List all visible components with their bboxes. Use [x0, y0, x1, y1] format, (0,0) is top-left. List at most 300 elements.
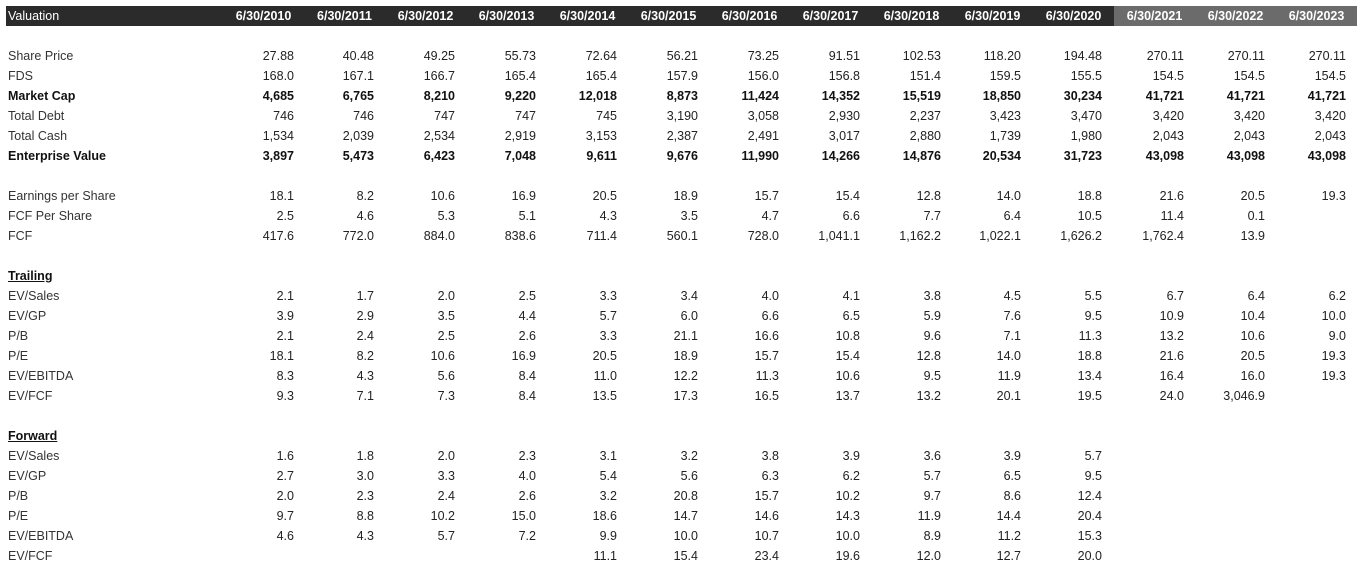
value-cell[interactable]: 15.0 — [511, 509, 536, 523]
value-cell[interactable]: 3.8 — [923, 289, 941, 303]
value-cell[interactable]: 3,058 — [747, 109, 779, 123]
value-cell[interactable]: 12.4 — [1077, 489, 1102, 503]
value-cell[interactable]: 72.64 — [585, 49, 617, 63]
value-cell[interactable]: 168.0 — [262, 69, 294, 83]
row-label[interactable]: P/E — [8, 509, 29, 523]
value-cell[interactable]: 5.4 — [599, 469, 617, 483]
value-cell[interactable]: 31,723 — [1063, 149, 1102, 163]
value-cell[interactable]: 10.9 — [1159, 309, 1184, 323]
row-label[interactable]: Total Debt — [8, 109, 65, 123]
value-cell[interactable]: 18.1 — [269, 189, 294, 203]
value-cell[interactable]: 16.6 — [754, 329, 779, 343]
value-cell[interactable]: 14.0 — [996, 349, 1021, 363]
value-cell[interactable]: 10.4 — [1240, 309, 1265, 323]
date-column-header[interactable]: 6/30/2016 — [721, 9, 778, 23]
date-column-header[interactable]: 6/30/2022 — [1195, 6, 1276, 26]
value-cell[interactable]: 16.5 — [754, 389, 779, 403]
value-cell[interactable]: 19.5 — [1077, 389, 1102, 403]
value-cell[interactable]: 2,880 — [909, 129, 941, 143]
value-cell[interactable]: 9.5 — [923, 369, 941, 383]
value-cell[interactable]: 20.5 — [1240, 189, 1265, 203]
value-cell[interactable]: 15.7 — [754, 349, 779, 363]
value-cell[interactable]: 1,980 — [1070, 129, 1102, 143]
value-cell[interactable]: 2,043 — [1233, 129, 1265, 143]
value-cell[interactable]: 5.6 — [437, 369, 455, 383]
value-cell[interactable]: 20.5 — [1240, 349, 1265, 363]
value-cell[interactable]: 10.0 — [835, 529, 860, 543]
value-cell[interactable] — [1104, 506, 1184, 526]
value-cell[interactable] — [1266, 486, 1346, 506]
value-cell[interactable]: 7.2 — [518, 529, 536, 543]
value-cell[interactable]: 12.8 — [916, 349, 941, 363]
value-cell[interactable]: 9.7 — [276, 509, 294, 523]
value-cell[interactable]: 2.0 — [276, 489, 294, 503]
value-cell[interactable]: 2,043 — [1152, 129, 1184, 143]
value-cell[interactable]: 2.3 — [356, 489, 374, 503]
value-cell[interactable]: 3.3 — [437, 469, 455, 483]
value-cell[interactable]: 9.5 — [1084, 469, 1102, 483]
value-cell[interactable]: 154.5 — [1314, 69, 1346, 83]
value-cell[interactable]: 41,721 — [1307, 89, 1346, 103]
row-label[interactable]: FCF Per Share — [8, 209, 93, 223]
value-cell[interactable]: 3.3 — [599, 289, 617, 303]
row-label[interactable]: EV/GP — [8, 309, 47, 323]
value-cell[interactable]: 2.5 — [276, 209, 294, 223]
value-cell[interactable]: 4.6 — [276, 529, 294, 543]
value-cell[interactable]: 3.0 — [356, 469, 374, 483]
value-cell[interactable]: 9.0 — [1328, 329, 1346, 343]
value-cell[interactable]: 1,739 — [989, 129, 1021, 143]
value-cell[interactable]: 8,210 — [423, 89, 455, 103]
value-cell[interactable]: 746 — [273, 109, 294, 123]
value-cell[interactable]: 154.5 — [1233, 69, 1265, 83]
value-cell[interactable]: 14,876 — [902, 149, 941, 163]
value-cell[interactable] — [1185, 506, 1265, 526]
value-cell[interactable]: 55.73 — [504, 49, 536, 63]
date-column-header[interactable]: 6/30/2012 — [397, 9, 454, 23]
date-column-header[interactable]: 6/30/2023 — [1276, 6, 1357, 26]
row-label[interactable]: Share Price — [8, 49, 74, 63]
value-cell[interactable]: 12.2 — [673, 369, 698, 383]
value-cell[interactable]: 13.7 — [835, 389, 860, 403]
value-cell[interactable]: 1.8 — [356, 449, 374, 463]
value-cell[interactable]: 9.6 — [923, 329, 941, 343]
value-cell[interactable]: 2.0 — [437, 449, 455, 463]
value-cell[interactable] — [1104, 546, 1184, 566]
value-cell[interactable]: 1,162.2 — [899, 229, 941, 243]
value-cell[interactable]: 3.8 — [761, 449, 779, 463]
value-cell[interactable]: 15.7 — [754, 489, 779, 503]
value-cell[interactable]: 9,676 — [666, 149, 698, 163]
value-cell[interactable]: 41,721 — [1226, 89, 1265, 103]
value-cell[interactable] — [294, 546, 374, 566]
value-cell[interactable]: 11.1 — [593, 549, 617, 563]
value-cell[interactable]: 91.51 — [828, 49, 860, 63]
value-cell[interactable]: 20.5 — [592, 349, 617, 363]
row-label[interactable]: P/E — [8, 349, 29, 363]
value-cell[interactable]: 16.9 — [511, 189, 536, 203]
value-cell[interactable] — [1104, 526, 1184, 546]
value-cell[interactable] — [1104, 446, 1184, 466]
value-cell[interactable]: 14.4 — [996, 509, 1021, 523]
value-cell[interactable]: 19.3 — [1321, 189, 1346, 203]
value-cell[interactable]: 165.4 — [585, 69, 617, 83]
value-cell[interactable]: 10.7 — [754, 529, 779, 543]
date-column-header[interactable]: 6/30/2019 — [964, 9, 1021, 23]
value-cell[interactable]: 9,611 — [586, 149, 617, 163]
value-cell[interactable]: 11.4 — [1160, 209, 1184, 223]
value-cell[interactable] — [1104, 486, 1184, 506]
value-cell[interactable]: 4,685 — [262, 89, 294, 103]
value-cell[interactable]: 11.9 — [997, 369, 1021, 383]
value-cell[interactable] — [1266, 386, 1346, 406]
value-cell[interactable]: 6,423 — [423, 149, 455, 163]
value-cell[interactable]: 5.9 — [923, 309, 941, 323]
row-label[interactable]: EV/GP — [8, 469, 47, 483]
value-cell[interactable]: 24.0 — [1159, 389, 1184, 403]
value-cell[interactable]: 560.1 — [666, 229, 698, 243]
value-cell[interactable]: 18.1 — [269, 349, 294, 363]
value-cell[interactable]: 2.3 — [518, 449, 536, 463]
date-column-header[interactable]: 6/30/2011 — [317, 9, 372, 23]
value-cell[interactable]: 8,873 — [666, 89, 698, 103]
value-cell[interactable]: 15.3 — [1077, 529, 1102, 543]
value-cell[interactable]: 3,420 — [1314, 109, 1346, 123]
value-cell[interactable] — [1266, 466, 1346, 486]
value-cell[interactable]: 2,534 — [423, 129, 455, 143]
value-cell[interactable]: 13.2 — [916, 389, 941, 403]
value-cell[interactable]: 747 — [434, 109, 455, 123]
value-cell[interactable]: 9.9 — [599, 529, 617, 543]
value-cell[interactable]: 6.0 — [680, 309, 698, 323]
date-column-header[interactable]: 6/30/2010 — [235, 9, 292, 23]
value-cell[interactable]: 2.9 — [356, 309, 374, 323]
value-cell[interactable]: 166.7 — [423, 69, 455, 83]
date-column-header[interactable]: 6/30/2020 — [1045, 9, 1102, 23]
value-cell[interactable]: 9.3 — [276, 389, 294, 403]
value-cell[interactable]: 11.3 — [1078, 329, 1102, 343]
value-cell[interactable]: 2,491 — [747, 129, 779, 143]
value-cell[interactable]: 7.1 — [1003, 329, 1021, 343]
value-cell[interactable]: 13.9 — [1240, 229, 1265, 243]
value-cell[interactable]: 10.2 — [430, 509, 455, 523]
value-cell[interactable]: 102.53 — [902, 49, 941, 63]
value-cell[interactable]: 154.5 — [1152, 69, 1184, 83]
value-cell[interactable]: 5.6 — [680, 469, 698, 483]
value-cell[interactable]: 10.8 — [835, 329, 860, 343]
value-cell[interactable]: 12,018 — [578, 89, 617, 103]
value-cell[interactable]: 1.7 — [356, 289, 374, 303]
value-cell[interactable]: 10.6 — [835, 369, 860, 383]
value-cell[interactable] — [214, 546, 294, 566]
value-cell[interactable]: 4.7 — [761, 209, 779, 223]
value-cell[interactable]: 2,919 — [504, 129, 536, 143]
value-cell[interactable]: 3.9 — [276, 309, 294, 323]
value-cell[interactable]: 6.4 — [1247, 289, 1265, 303]
value-cell[interactable] — [1266, 206, 1346, 226]
value-cell[interactable]: 3.9 — [842, 449, 860, 463]
date-column-header[interactable]: 6/30/2021 — [1114, 6, 1195, 26]
value-cell[interactable]: 19.3 — [1321, 369, 1346, 383]
value-cell[interactable]: 10.0 — [673, 529, 698, 543]
value-cell[interactable]: 21.6 — [1159, 189, 1184, 203]
value-cell[interactable]: 14.6 — [754, 509, 779, 523]
value-cell[interactable]: 17.3 — [673, 389, 698, 403]
value-cell[interactable]: 2,930 — [828, 109, 860, 123]
value-cell[interactable]: 11.2 — [997, 529, 1021, 543]
value-cell[interactable]: 16.9 — [511, 349, 536, 363]
value-cell[interactable]: 43,098 — [1145, 149, 1184, 163]
value-cell[interactable]: 16.4 — [1159, 369, 1184, 383]
row-label[interactable]: FDS — [8, 69, 33, 83]
value-cell[interactable]: 18.6 — [592, 509, 617, 523]
value-cell[interactable]: 7,048 — [504, 149, 536, 163]
value-cell[interactable]: 15,519 — [902, 89, 941, 103]
value-cell[interactable]: 18.8 — [1077, 189, 1102, 203]
value-cell[interactable]: 2.6 — [518, 489, 536, 503]
value-cell[interactable]: 5.7 — [437, 529, 455, 543]
value-cell[interactable] — [456, 546, 536, 566]
row-label[interactable]: EV/EBITDA — [8, 369, 74, 383]
value-cell[interactable] — [1185, 546, 1265, 566]
value-cell[interactable]: 3.4 — [680, 289, 698, 303]
value-cell[interactable]: 1,762.4 — [1142, 229, 1184, 243]
value-cell[interactable] — [1266, 446, 1346, 466]
value-cell[interactable]: 4.3 — [599, 209, 617, 223]
value-cell[interactable]: 3.6 — [923, 449, 941, 463]
value-cell[interactable]: 6.3 — [761, 469, 779, 483]
value-cell[interactable]: 10.2 — [835, 489, 860, 503]
row-label[interactable]: EV/Sales — [8, 289, 60, 303]
section-title[interactable]: Trailing — [8, 269, 53, 283]
value-cell[interactable]: 10.6 — [430, 349, 455, 363]
value-cell[interactable]: 165.4 — [504, 69, 536, 83]
value-cell[interactable]: 417.6 — [262, 229, 294, 243]
value-cell[interactable]: 8.3 — [276, 369, 294, 383]
row-label[interactable]: Enterprise Value — [8, 149, 106, 163]
value-cell[interactable]: 16.0 — [1240, 369, 1265, 383]
value-cell[interactable]: 747 — [515, 109, 536, 123]
value-cell[interactable]: 156.0 — [747, 69, 779, 83]
value-cell[interactable]: 21.1 — [673, 329, 698, 343]
row-label[interactable]: EV/FCF — [8, 389, 53, 403]
value-cell[interactable] — [1266, 546, 1346, 566]
value-cell[interactable]: 711.4 — [586, 229, 617, 243]
value-cell[interactable]: 6.4 — [1003, 209, 1021, 223]
row-label[interactable]: EV/FCF — [8, 549, 53, 563]
value-cell[interactable]: 11.3 — [755, 369, 779, 383]
value-cell[interactable]: 2,237 — [909, 109, 941, 123]
value-cell[interactable]: 11,424 — [741, 89, 779, 103]
value-cell[interactable]: 4.0 — [518, 469, 536, 483]
value-cell[interactable]: 157.9 — [666, 69, 698, 83]
value-cell[interactable]: 20,534 — [982, 149, 1021, 163]
value-cell[interactable]: 12.0 — [916, 549, 941, 563]
value-cell[interactable]: 884.0 — [423, 229, 455, 243]
value-cell[interactable]: 7.1 — [356, 389, 374, 403]
value-cell[interactable]: 5,473 — [342, 149, 374, 163]
value-cell[interactable]: 8.2 — [356, 189, 374, 203]
value-cell[interactable]: 4.4 — [518, 309, 536, 323]
value-cell[interactable]: 5.7 — [923, 469, 941, 483]
date-column-header[interactable]: 6/30/2013 — [478, 9, 535, 23]
row-label[interactable]: FCF — [8, 229, 33, 243]
value-cell[interactable]: 3.2 — [599, 489, 617, 503]
value-cell[interactable]: 6.2 — [1328, 289, 1346, 303]
value-cell[interactable]: 20.1 — [996, 389, 1021, 403]
value-cell[interactable]: 8.6 — [1003, 489, 1021, 503]
value-cell[interactable]: 15.4 — [835, 349, 860, 363]
value-cell[interactable]: 3,046.9 — [1223, 389, 1265, 403]
value-cell[interactable]: 2.4 — [356, 329, 374, 343]
value-cell[interactable]: 0.1 — [1247, 209, 1265, 223]
value-cell[interactable]: 8.4 — [518, 369, 536, 383]
value-cell[interactable]: 6.5 — [842, 309, 860, 323]
value-cell[interactable]: 1,022.1 — [979, 229, 1021, 243]
row-label[interactable]: P/B — [8, 329, 29, 343]
value-cell[interactable]: 3,420 — [1233, 109, 1265, 123]
value-cell[interactable]: 3.3 — [599, 329, 617, 343]
value-cell[interactable]: 3,190 — [666, 109, 698, 123]
value-cell[interactable]: 6.5 — [1003, 469, 1021, 483]
value-cell[interactable]: 2.0 — [437, 289, 455, 303]
value-cell[interactable]: 5.3 — [437, 209, 455, 223]
value-cell[interactable]: 118.20 — [983, 49, 1021, 63]
value-cell[interactable]: 15.4 — [835, 189, 860, 203]
value-cell[interactable]: 10.6 — [430, 189, 455, 203]
value-cell[interactable]: 14.7 — [673, 509, 698, 523]
value-cell[interactable]: 19.6 — [835, 549, 860, 563]
value-cell[interactable]: 12.7 — [996, 549, 1021, 563]
value-cell[interactable]: 15.7 — [754, 189, 779, 203]
value-cell[interactable]: 9.7 — [923, 489, 941, 503]
value-cell[interactable]: 18.8 — [1077, 349, 1102, 363]
value-cell[interactable]: 20.5 — [592, 189, 617, 203]
value-cell[interactable]: 14.3 — [835, 509, 860, 523]
value-cell[interactable]: 20.0 — [1077, 549, 1102, 563]
value-cell[interactable]: 56.21 — [666, 49, 698, 63]
value-cell[interactable]: 194.48 — [1063, 49, 1102, 63]
value-cell[interactable]: 11.9 — [917, 509, 941, 523]
value-cell[interactable]: 5.5 — [1084, 289, 1102, 303]
value-cell[interactable]: 156.8 — [828, 69, 860, 83]
value-cell[interactable] — [1185, 466, 1265, 486]
value-cell[interactable] — [1185, 446, 1265, 466]
value-cell[interactable]: 12.8 — [916, 189, 941, 203]
section-title[interactable]: Forward — [8, 429, 58, 443]
value-cell[interactable]: 3,420 — [1152, 109, 1184, 123]
value-cell[interactable]: 8.9 — [923, 529, 941, 543]
value-cell[interactable]: 2.4 — [437, 489, 455, 503]
value-cell[interactable]: 7.3 — [437, 389, 455, 403]
value-cell[interactable]: 3.9 — [1003, 449, 1021, 463]
value-cell[interactable]: 159.5 — [989, 69, 1021, 83]
value-cell[interactable]: 18.9 — [673, 189, 698, 203]
value-cell[interactable]: 2.6 — [518, 329, 536, 343]
value-cell[interactable]: 2.1 — [276, 329, 294, 343]
value-cell[interactable]: 4.3 — [356, 369, 374, 383]
value-cell[interactable]: 9.5 — [1084, 309, 1102, 323]
value-cell[interactable]: 1,041.1 — [818, 229, 860, 243]
value-cell[interactable]: 270.11 — [1308, 49, 1346, 63]
value-cell[interactable]: 20.4 — [1077, 509, 1102, 523]
value-cell[interactable]: 838.6 — [504, 229, 536, 243]
row-label[interactable]: EV/EBITDA — [8, 529, 74, 543]
value-cell[interactable]: 20.8 — [673, 489, 698, 503]
value-cell[interactable]: 43,098 — [1226, 149, 1265, 163]
value-cell[interactable]: 2.1 — [276, 289, 294, 303]
value-cell[interactable]: 2.7 — [276, 469, 294, 483]
value-cell[interactable] — [375, 546, 455, 566]
value-cell[interactable]: 41,721 — [1145, 89, 1184, 103]
value-cell[interactable]: 5.7 — [599, 309, 617, 323]
value-cell[interactable]: 27.88 — [262, 49, 294, 63]
value-cell[interactable] — [1266, 506, 1346, 526]
value-cell[interactable]: 167.1 — [342, 69, 374, 83]
value-cell[interactable]: 10.6 — [1240, 329, 1265, 343]
value-cell[interactable]: 5.1 — [518, 209, 536, 223]
date-column-header[interactable]: 6/30/2015 — [640, 9, 697, 23]
value-cell[interactable]: 15.4 — [673, 549, 698, 563]
row-label[interactable]: Market Cap — [8, 89, 76, 103]
value-cell[interactable]: 6.7 — [1166, 289, 1184, 303]
value-cell[interactable] — [1266, 526, 1346, 546]
value-cell[interactable]: 3.5 — [680, 209, 698, 223]
value-cell[interactable]: 3,470 — [1070, 109, 1102, 123]
value-cell[interactable]: 43,098 — [1307, 149, 1346, 163]
value-cell[interactable]: 3.1 — [599, 449, 617, 463]
value-cell[interactable] — [1185, 486, 1265, 506]
value-cell[interactable]: 1,534 — [262, 129, 294, 143]
value-cell[interactable]: 2,043 — [1314, 129, 1346, 143]
value-cell[interactable]: 14,352 — [821, 89, 860, 103]
value-cell[interactable]: 7.7 — [923, 209, 941, 223]
value-cell[interactable]: 10.0 — [1321, 309, 1346, 323]
value-cell[interactable]: 728.0 — [747, 229, 779, 243]
value-cell[interactable]: 746 — [353, 109, 374, 123]
value-cell[interactable]: 8.8 — [356, 509, 374, 523]
value-cell[interactable]: 14.0 — [996, 189, 1021, 203]
value-cell[interactable]: 4.1 — [842, 289, 860, 303]
value-cell[interactable]: 2,387 — [666, 129, 698, 143]
value-cell[interactable]: 3,897 — [262, 149, 294, 163]
value-cell[interactable] — [1185, 526, 1265, 546]
value-cell[interactable]: 13.2 — [1159, 329, 1184, 343]
value-cell[interactable]: 13.4 — [1077, 369, 1102, 383]
value-cell[interactable]: 11,990 — [741, 149, 779, 163]
value-cell[interactable]: 40.48 — [342, 49, 374, 63]
value-cell[interactable] — [1104, 466, 1184, 486]
date-column-header[interactable]: 6/30/2014 — [559, 9, 616, 23]
value-cell[interactable]: 4.6 — [356, 209, 374, 223]
value-cell[interactable]: 270.11 — [1146, 49, 1184, 63]
value-cell[interactable]: 4.3 — [356, 529, 374, 543]
value-cell[interactable]: 4.0 — [761, 289, 779, 303]
row-label[interactable]: Total Cash — [8, 129, 68, 143]
value-cell[interactable]: 19.3 — [1321, 349, 1346, 363]
value-cell[interactable]: 4.5 — [1003, 289, 1021, 303]
value-cell[interactable]: 5.7 — [1084, 449, 1102, 463]
value-cell[interactable]: 13.5 — [592, 389, 617, 403]
value-cell[interactable]: 49.25 — [423, 49, 455, 63]
value-cell[interactable]: 21.6 — [1159, 349, 1184, 363]
row-label[interactable]: Earnings per Share — [8, 189, 116, 203]
value-cell[interactable]: 2.5 — [518, 289, 536, 303]
value-cell[interactable]: 30,234 — [1063, 89, 1102, 103]
value-cell[interactable] — [1266, 226, 1346, 246]
value-cell[interactable]: 151.4 — [909, 69, 941, 83]
value-cell[interactable]: 3,153 — [585, 129, 617, 143]
